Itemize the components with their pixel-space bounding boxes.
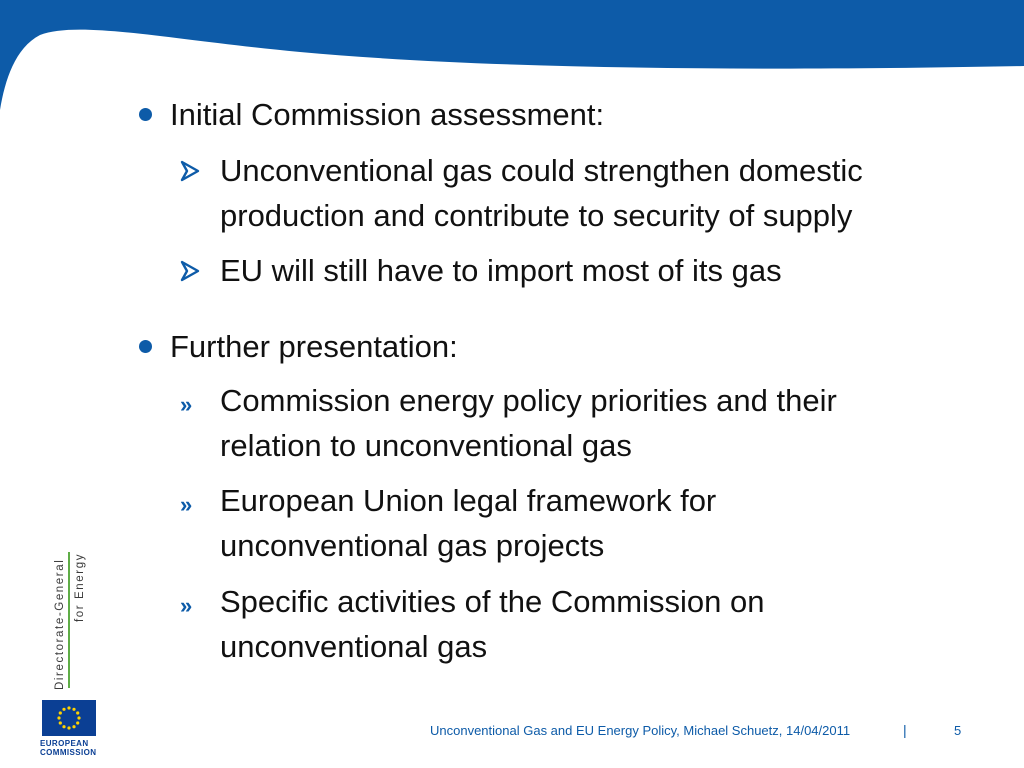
sub-bullet-line: Unconventional gas could strengthen domestic [220,153,863,188]
footer-separator: | [903,722,907,738]
bullet-text: Further presentation: [170,329,458,364]
eu-stars-icon [42,700,96,736]
bullet-dot-icon [139,340,152,353]
sidebar-line1: Directorate-General [54,558,66,690]
eu-flag-logo [42,700,96,736]
sub-bullet-line: unconventional gas projects [220,528,605,563]
sub-bullet-item [180,579,960,669]
sub-bullet-item [180,478,960,568]
sub-bullet-line: relation to unconventional gas [220,428,632,463]
page-number: 5 [954,723,962,738]
bullet-item [170,99,604,130]
sub-bullet-line: European Union legal framework for [220,483,717,518]
sub-bullet-item [220,148,960,238]
sub-bullet-line: EU will still have to import most of its gas [220,253,782,288]
sub-bullet-item [220,248,960,293]
bullet-text: Initial Commission assessment: [170,97,605,132]
double-chevron-icon: » [180,492,193,517]
double-chevron-icon: » [180,392,193,417]
eu-logo-line2: COMMISSION [40,748,97,757]
arrowhead-icon [180,260,200,282]
sub-bullet-line: unconventional gas [220,629,488,664]
arrowhead-icon [180,160,200,182]
sidebar-line2: for Energy [74,552,86,622]
eu-logo-line1: EUROPEAN [40,739,89,748]
sub-bullet-line: production and contribute to security of supply [220,198,853,233]
double-chevron-icon: » [180,593,193,618]
sub-bullet-line: Specific activities of the Commission on [220,584,765,619]
sidebar-divider [68,552,70,688]
bullet-dot-icon [139,108,152,121]
sub-bullet-line: Commission energy policy priorities and their [220,383,837,418]
sub-bullet-item [180,378,960,468]
footer-text: Unconventional Gas and EU Energy Policy, Michael Schuetz, 14/04/2011 [430,723,851,738]
bullet-item [170,331,458,362]
